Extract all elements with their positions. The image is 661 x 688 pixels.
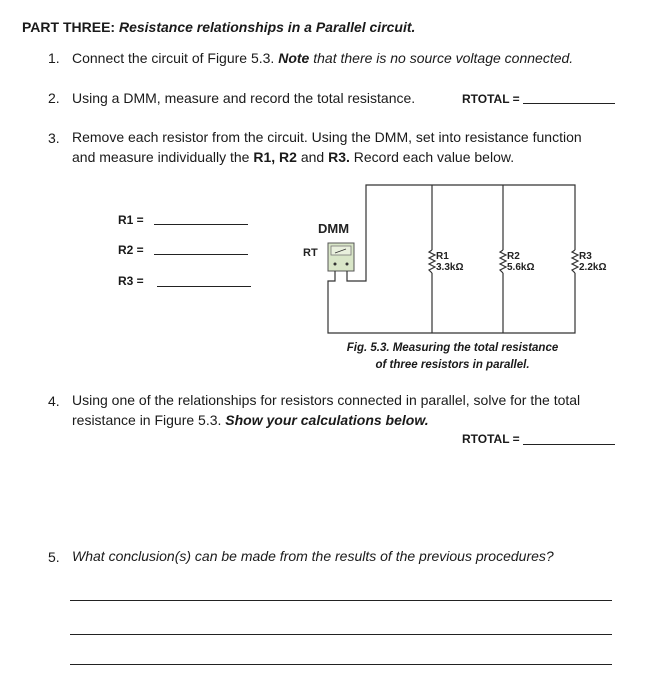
r2-name: R2: [507, 251, 520, 262]
r1-value: 3.3kΩ: [436, 262, 464, 273]
parallel-circuit-diagram: [290, 175, 607, 345]
part-title: [22, 19, 415, 35]
step-4-line1: Using one of the relationships for resistors connected in parallel, solve for the total: [72, 392, 581, 408]
step-2-number: 2.: [48, 90, 60, 106]
conclusion-line-2[interactable]: [70, 634, 612, 635]
rtotal-label-1: RTOTAL =: [462, 92, 520, 106]
step-1-text: Connect the circuit of Figure 5.3. Note that there is no source voltage connected.: [72, 50, 574, 66]
circuit-wires: [328, 185, 575, 333]
r3-name: R3: [579, 251, 592, 262]
step-4-line2: resistance in Figure 5.3. Show your calculations below.: [72, 412, 429, 428]
r3-symbol: [572, 250, 578, 273]
part-subtitle: Resistance relationships in a Parallel circuit.: [118, 19, 416, 35]
rtotal-label-2: RTOTAL =: [462, 432, 520, 446]
dmm-meter-icon: [328, 243, 354, 271]
step-5-number: 5.: [48, 549, 60, 565]
r3-answer-line[interactable]: [157, 286, 251, 287]
rtotal-answer-line-2[interactable]: [523, 444, 615, 445]
step-2-text: Using a DMM, measure and record the total resistance.: [72, 90, 416, 106]
r1-name: R1: [436, 251, 449, 262]
dmm-label: DMM: [318, 221, 350, 236]
r2-answer-line[interactable]: [154, 254, 248, 255]
conclusion-line-3[interactable]: [70, 664, 612, 665]
rt-label: RT: [303, 247, 318, 259]
step-3-line1: Remove each resistor from the circuit. Using the DMM, set into resistance function: [72, 129, 582, 145]
step-3-line2: and measure individually the R1, R2 and R3. Record each value below.: [72, 149, 515, 165]
r2-symbol: [500, 250, 506, 273]
step-3-number: 3.: [48, 130, 60, 146]
step-1-number: 1.: [48, 50, 60, 66]
r2-value: 5.6kΩ: [507, 262, 535, 273]
r1-label: R1 =: [118, 213, 144, 227]
r2-label: R2 =: [118, 243, 144, 257]
step-5-text: What conclusion(s) can be made from the results of the previous procedures?: [72, 548, 554, 564]
r3-value: 2.2kΩ: [579, 262, 607, 273]
r3-label: R3 =: [118, 274, 144, 288]
step-4-number: 4.: [48, 393, 60, 409]
r1-answer-line[interactable]: [154, 224, 248, 225]
rtotal-answer-line-1[interactable]: [523, 103, 615, 104]
part-heading: PART THREE:: [22, 19, 116, 35]
figure-caption: Fig. 5.3. Measuring the total resistance of three resistors in parallel.: [346, 342, 559, 371]
conclusion-line-1[interactable]: [70, 600, 612, 601]
r1-symbol: [429, 250, 435, 273]
